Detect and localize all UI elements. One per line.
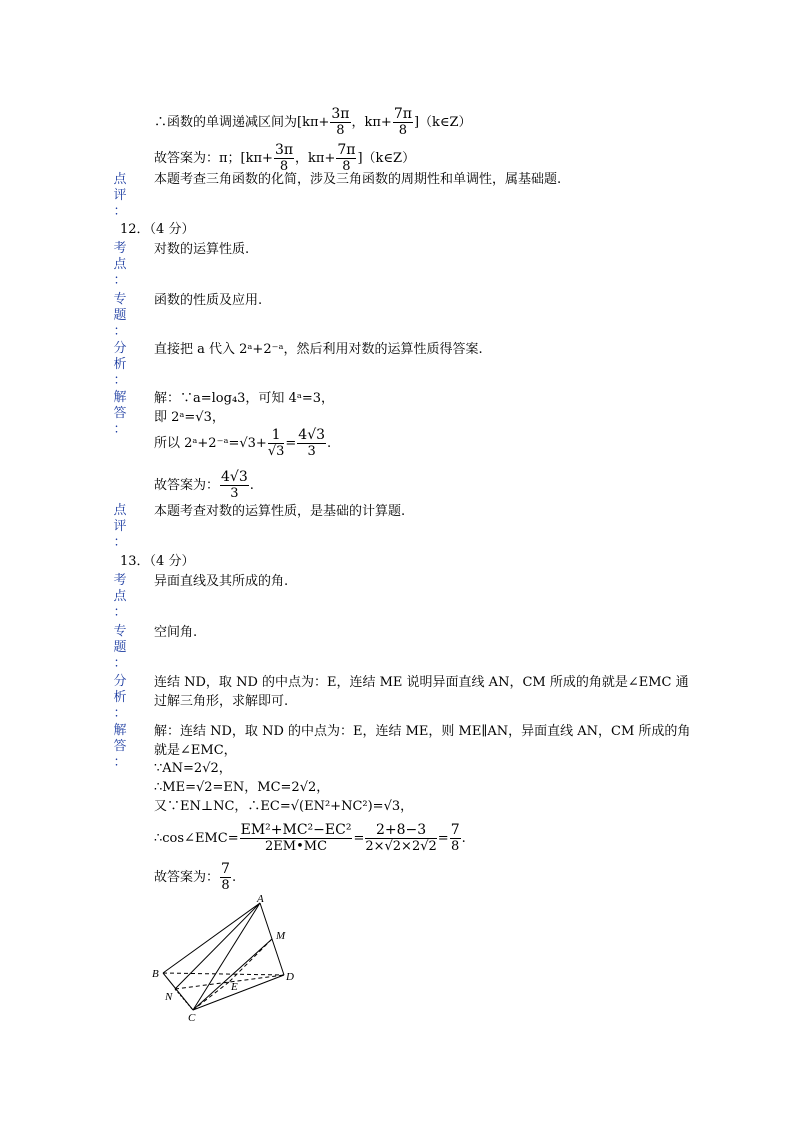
edge-AN (175, 903, 260, 989)
q11-answer-line: 故答案为：π；[kπ+ $\frac{3\pi}{8}$ ，kπ+ $\frac{7\pi}{8}$ ]（k∈Z） (154, 142, 416, 174)
label-jieda: 解 答 ： (113, 390, 127, 437)
q12-jieda-line1: 解：∵a=log₄3，可知 4ᵃ=3， (154, 391, 335, 406)
label-fenxi: 分 析 ： (113, 341, 127, 388)
fraction: $\frac{1}{√3}$ (267, 427, 285, 459)
fraction: $\frac{3\pi}{8}$ (331, 106, 350, 138)
q13-answer-line: 故答案为： $\frac{7}{8}$ . (154, 861, 237, 893)
fraction: $\frac{7}{8}$ (221, 861, 230, 893)
edge-CD (193, 975, 284, 1010)
fraction: $\frac{7\pi}{8}$ (393, 106, 412, 138)
edge-ME (229, 939, 272, 982)
q12-kaodian-text: 对数的运算性质. (154, 242, 250, 257)
fraction: $\frac{4√3}{3}$ (298, 427, 326, 459)
label-N: N (165, 991, 173, 1003)
q11-interval-line: ∴函数的单调递减区间为[kπ+ $\frac{3\pi}{8}$ ，kπ+ $\frac{7\pi}{8}$ ]（k∈Z） (154, 106, 472, 138)
q12-fenxi-text: 直接把 a 代入 2ᵃ+2⁻ᵃ，然后利用对数的运算性质得答案. (154, 342, 483, 357)
fraction: $\frac{3\pi}{8}$ (274, 142, 294, 174)
q12-zhuanti-text: 函数的性质及应用. (154, 293, 263, 308)
fraction: $\frac{7\pi}{8}$ (337, 142, 356, 174)
label-B: B (152, 968, 159, 980)
edge-AC (193, 903, 260, 1010)
label-dianping: 点 评 ： (113, 172, 127, 219)
q13-number: 13．（4 分） (120, 554, 195, 569)
q13-jieda-line2: 就是∠EMC， (154, 743, 237, 758)
q12-answer-line: 故答案为： $\frac{4√3}{3}$ . (154, 469, 254, 501)
label-M: M (276, 930, 286, 942)
label-kaodian: 考 点 ： (113, 573, 127, 620)
fraction: $\frac{\text{EM²+MC²−EC²}}{2EM•MC}$ (240, 822, 352, 854)
q13-jieda-line4: ∴ME=√2=EN，MC=2√2， (154, 780, 330, 795)
edge-CM (193, 939, 272, 1010)
label-C: C (188, 1012, 196, 1023)
pyramid-figure (145, 893, 305, 1023)
text: ∴函数的单调递减区间为[kπ+ (154, 115, 330, 130)
q12-number: 12．（4 分） (120, 222, 195, 237)
q12-dianping-text: 本题考查对数的运算性质，是基础的计算题. (154, 504, 406, 519)
q12-jieda-line3: 所以 2ᵃ+2⁻ᵃ=√3+ $\frac{1}{√3}$ = $\frac{4√3}{3}$ . (154, 427, 332, 459)
label-fenxi: 分 析 ： (113, 674, 127, 721)
q13-fenxi-line2: 过解三角形，求解即可. (154, 694, 289, 709)
label-jieda: 解 答 ： (113, 723, 127, 770)
q11-dianping-text: 本题考查三角函数的化简，涉及三角函数的周期性和单调性，属基础题. (154, 172, 562, 187)
edge-BD (163, 973, 284, 975)
q13-jieda-line1: 解：连结 ND，取 ND 的中点为：E，连结 ME，则 ME∥AN，异面直线 AN，CM 所成的角 (154, 724, 691, 739)
fraction: $\frac{4√3}{3}$ (221, 469, 248, 501)
q12-jieda-line2: 即 2ᵃ=√3， (154, 410, 225, 425)
label-D: D (286, 971, 294, 983)
label-A: A (257, 893, 264, 905)
q13-jieda-line5: 又∵EN⊥NC，∴EC=√(EN²+NC²)=√3， (154, 799, 414, 814)
fraction: $\frac{2+8-3}{2\times√2\times 2√2}$ (365, 822, 437, 854)
q13-cos-line: ∴cos∠EMC= $\frac{\text{EM²+MC²−EC²}}{2EM•MC}$ = $\frac{2+8-3}{2\times√2\times 2√2}$ = $\frac{7}{8}$ . (154, 822, 466, 854)
q13-zhuanti-text: 空间角. (154, 625, 198, 640)
fraction: $\frac{7}{8}$ (450, 822, 460, 854)
label-kaodian: 考 点 ： (113, 241, 127, 288)
label-zhuanti: 专 题 ： (113, 624, 127, 671)
q13-kaodian-text: 异面直线及其所成的角. (154, 574, 289, 589)
label-E: E (231, 981, 238, 993)
q13-fenxi-line1: 连结 ND，取 ND 的中点为：E，连结 ME 说明异面直线 AN，CM 所成的角就是∠EMC 通 (154, 675, 689, 690)
label-zhuanti: 专 题 ： (113, 292, 127, 339)
q13-jieda-line3: ∵AN=2√2， (154, 761, 232, 776)
label-dianping: 点 评 ： (113, 503, 127, 550)
